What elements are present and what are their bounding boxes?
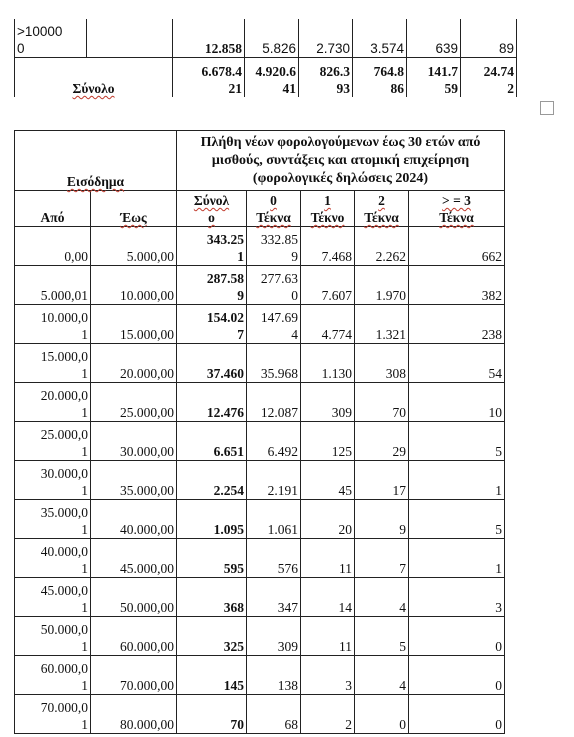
table-row	[15, 383, 505, 422]
income-from-cell: 5.000,01	[15, 266, 91, 305]
two-children-cell: 1.321	[355, 305, 409, 344]
income-from-cell: 10.000,0 1	[15, 305, 91, 344]
table-cell: 764.8 86	[353, 57, 407, 97]
table-cell: 89	[461, 19, 517, 57]
table-cell: 141.7 59	[407, 57, 461, 97]
table-cell: 24.74 2	[461, 57, 517, 97]
col-header-to	[91, 191, 177, 227]
zero-children-cell: 576	[247, 539, 301, 578]
income-from-cell: 50.000,0 1	[15, 617, 91, 656]
one-child-cell: 3	[301, 656, 355, 695]
table-header-row	[15, 131, 505, 191]
total-cell: 6.651	[177, 422, 247, 461]
table-cell: 2.730	[299, 19, 353, 57]
zero-children-cell: 347	[247, 578, 301, 617]
income-to-cell: 25.000,00	[91, 383, 177, 422]
two-children-cell: 17	[355, 461, 409, 500]
income-to-cell: 60.000,00	[91, 617, 177, 656]
total-cell: 368	[177, 578, 247, 617]
main-table-body	[15, 227, 505, 734]
one-child-cell: 20	[301, 500, 355, 539]
one-child-cell: 125	[301, 422, 355, 461]
two-children-cell: 7	[355, 539, 409, 578]
one-child-cell: 11	[301, 617, 355, 656]
income-to-cell: 35.000,00	[91, 461, 177, 500]
total-cell: 154.02 7	[177, 305, 247, 344]
table-row	[15, 344, 505, 383]
total-label	[15, 57, 173, 97]
income-from-cell: 20.000,0 1	[15, 383, 91, 422]
two-children-cell: 1.970	[355, 266, 409, 305]
total-cell: 2.254	[177, 461, 247, 500]
zero-children-cell: 309	[247, 617, 301, 656]
table-row	[15, 617, 505, 656]
col-header-total-text: Σύνολ ο	[193, 193, 230, 225]
table-header-row	[15, 191, 505, 227]
table-row	[15, 422, 505, 461]
table-cell: 5.826	[245, 19, 299, 57]
two-children-cell: 29	[355, 422, 409, 461]
three-plus-children-cell: 54	[409, 344, 505, 383]
two-children-cell: 5	[355, 617, 409, 656]
table-row	[15, 461, 505, 500]
one-child-cell: 2	[301, 695, 355, 734]
two-children-cell: 9	[355, 500, 409, 539]
two-children-cell: 0	[355, 695, 409, 734]
income-to-cell: 30.000,00	[91, 422, 177, 461]
income-header-text: Εισόδημα	[66, 174, 125, 189]
table-row	[15, 57, 517, 97]
table-cell: 826.3 93	[299, 57, 353, 97]
table-row	[15, 19, 517, 57]
income-header	[15, 131, 177, 191]
table-cell	[87, 19, 173, 57]
table-cell: 12.858	[173, 19, 245, 57]
zero-children-cell: 332.85 9	[247, 227, 301, 266]
income-to-cell: 80.000,00	[91, 695, 177, 734]
col-header-2-children-text: 2 Τέκνα	[364, 193, 399, 225]
table-cell: 639	[407, 19, 461, 57]
zero-children-cell: 277.63 0	[247, 266, 301, 305]
three-plus-children-cell: 238	[409, 305, 505, 344]
total-cell: 287.58 9	[177, 266, 247, 305]
table-cell: >10000 0	[15, 19, 87, 57]
total-cell: 12.476	[177, 383, 247, 422]
three-plus-children-cell: 0	[409, 617, 505, 656]
income-to-cell: 40.000,00	[91, 500, 177, 539]
zero-children-cell: 6.492	[247, 422, 301, 461]
income-to-cell: 50.000,00	[91, 578, 177, 617]
table-resize-handle[interactable]	[540, 101, 554, 115]
income-from-cell: 40.000,0 1	[15, 539, 91, 578]
table-cell: 4.920.6 41	[245, 57, 299, 97]
three-plus-children-cell: 1	[409, 461, 505, 500]
income-from-cell: 35.000,0 1	[15, 500, 91, 539]
one-child-cell: 1.130	[301, 344, 355, 383]
zero-children-cell: 68	[247, 695, 301, 734]
zero-children-cell: 147.69 4	[247, 305, 301, 344]
col-header-2-children	[355, 191, 409, 227]
zero-children-cell: 2.191	[247, 461, 301, 500]
three-plus-children-cell: 0	[409, 656, 505, 695]
one-child-cell: 11	[301, 539, 355, 578]
income-from-cell: 30.000,0 1	[15, 461, 91, 500]
table-row	[15, 500, 505, 539]
one-child-cell: 4.774	[301, 305, 355, 344]
one-child-cell: 309	[301, 383, 355, 422]
table-row	[15, 656, 505, 695]
col-header-1-child	[301, 191, 355, 227]
income-to-cell: 45.000,00	[91, 539, 177, 578]
income-to-cell: 5.000,00	[91, 227, 177, 266]
total-cell: 343.25 1	[177, 227, 247, 266]
three-plus-children-cell: 10	[409, 383, 505, 422]
two-children-cell: 4	[355, 578, 409, 617]
total-cell: 595	[177, 539, 247, 578]
col-header-to-text: Έως	[120, 210, 147, 225]
income-from-cell: 15.000,0 1	[15, 344, 91, 383]
col-header-3plus-children-text: > = 3 Τέκνα	[439, 193, 474, 225]
table-cell: 6.678.4 21	[173, 57, 245, 97]
table-row	[15, 305, 505, 344]
col-header-0-children	[247, 191, 301, 227]
table-row	[15, 539, 505, 578]
table-row	[15, 578, 505, 617]
two-children-cell: 4	[355, 656, 409, 695]
three-plus-children-cell: 0	[409, 695, 505, 734]
income-from-cell: 25.000,0 1	[15, 422, 91, 461]
table-title: Πλήθη νέων φορολογούμενων έως 30 ετών από μισθούς, συντάξεις και ατομική επιχείρηση (φορολογικές δηλώσεις 2024)	[177, 131, 505, 191]
income-to-cell: 70.000,00	[91, 656, 177, 695]
three-plus-children-cell: 5	[409, 422, 505, 461]
total-cell: 37.460	[177, 344, 247, 383]
zero-children-cell: 12.087	[247, 383, 301, 422]
one-child-cell: 14	[301, 578, 355, 617]
three-plus-children-cell: 5	[409, 500, 505, 539]
two-children-cell: 2.262	[355, 227, 409, 266]
total-cell: 1.095	[177, 500, 247, 539]
zero-children-cell: 1.061	[247, 500, 301, 539]
total-label-text: Σύνολο	[72, 81, 115, 96]
table-cell: 3.574	[353, 19, 407, 57]
one-child-cell: 45	[301, 461, 355, 500]
income-from-cell: 0,00	[15, 227, 91, 266]
three-plus-children-cell: 662	[409, 227, 505, 266]
col-header-1-child-text: 1 Τέκνο	[310, 193, 345, 225]
total-cell: 145	[177, 656, 247, 695]
table-row	[15, 266, 505, 305]
col-header-from: Από	[15, 191, 91, 227]
one-child-cell: 7.468	[301, 227, 355, 266]
income-from-cell: 60.000,0 1	[15, 656, 91, 695]
income-to-cell: 20.000,00	[91, 344, 177, 383]
col-header-3plus-children	[409, 191, 505, 227]
top-table	[14, 19, 517, 97]
table-row	[15, 227, 505, 266]
three-plus-children-cell: 382	[409, 266, 505, 305]
income-to-cell: 15.000,00	[91, 305, 177, 344]
total-cell: 325	[177, 617, 247, 656]
zero-children-cell: 138	[247, 656, 301, 695]
two-children-cell: 308	[355, 344, 409, 383]
one-child-cell: 7.607	[301, 266, 355, 305]
col-header-total	[177, 191, 247, 227]
two-children-cell: 70	[355, 383, 409, 422]
col-header-0-children-text: 0 Τέκνα	[256, 193, 291, 225]
three-plus-children-cell: 1	[409, 539, 505, 578]
three-plus-children-cell: 3	[409, 578, 505, 617]
income-from-cell: 45.000,0 1	[15, 578, 91, 617]
total-cell: 70	[177, 695, 247, 734]
table-row	[15, 695, 505, 734]
income-to-cell: 10.000,00	[91, 266, 177, 305]
income-from-cell: 70.000,0 1	[15, 695, 91, 734]
zero-children-cell: 35.968	[247, 344, 301, 383]
main-table	[14, 130, 505, 734]
